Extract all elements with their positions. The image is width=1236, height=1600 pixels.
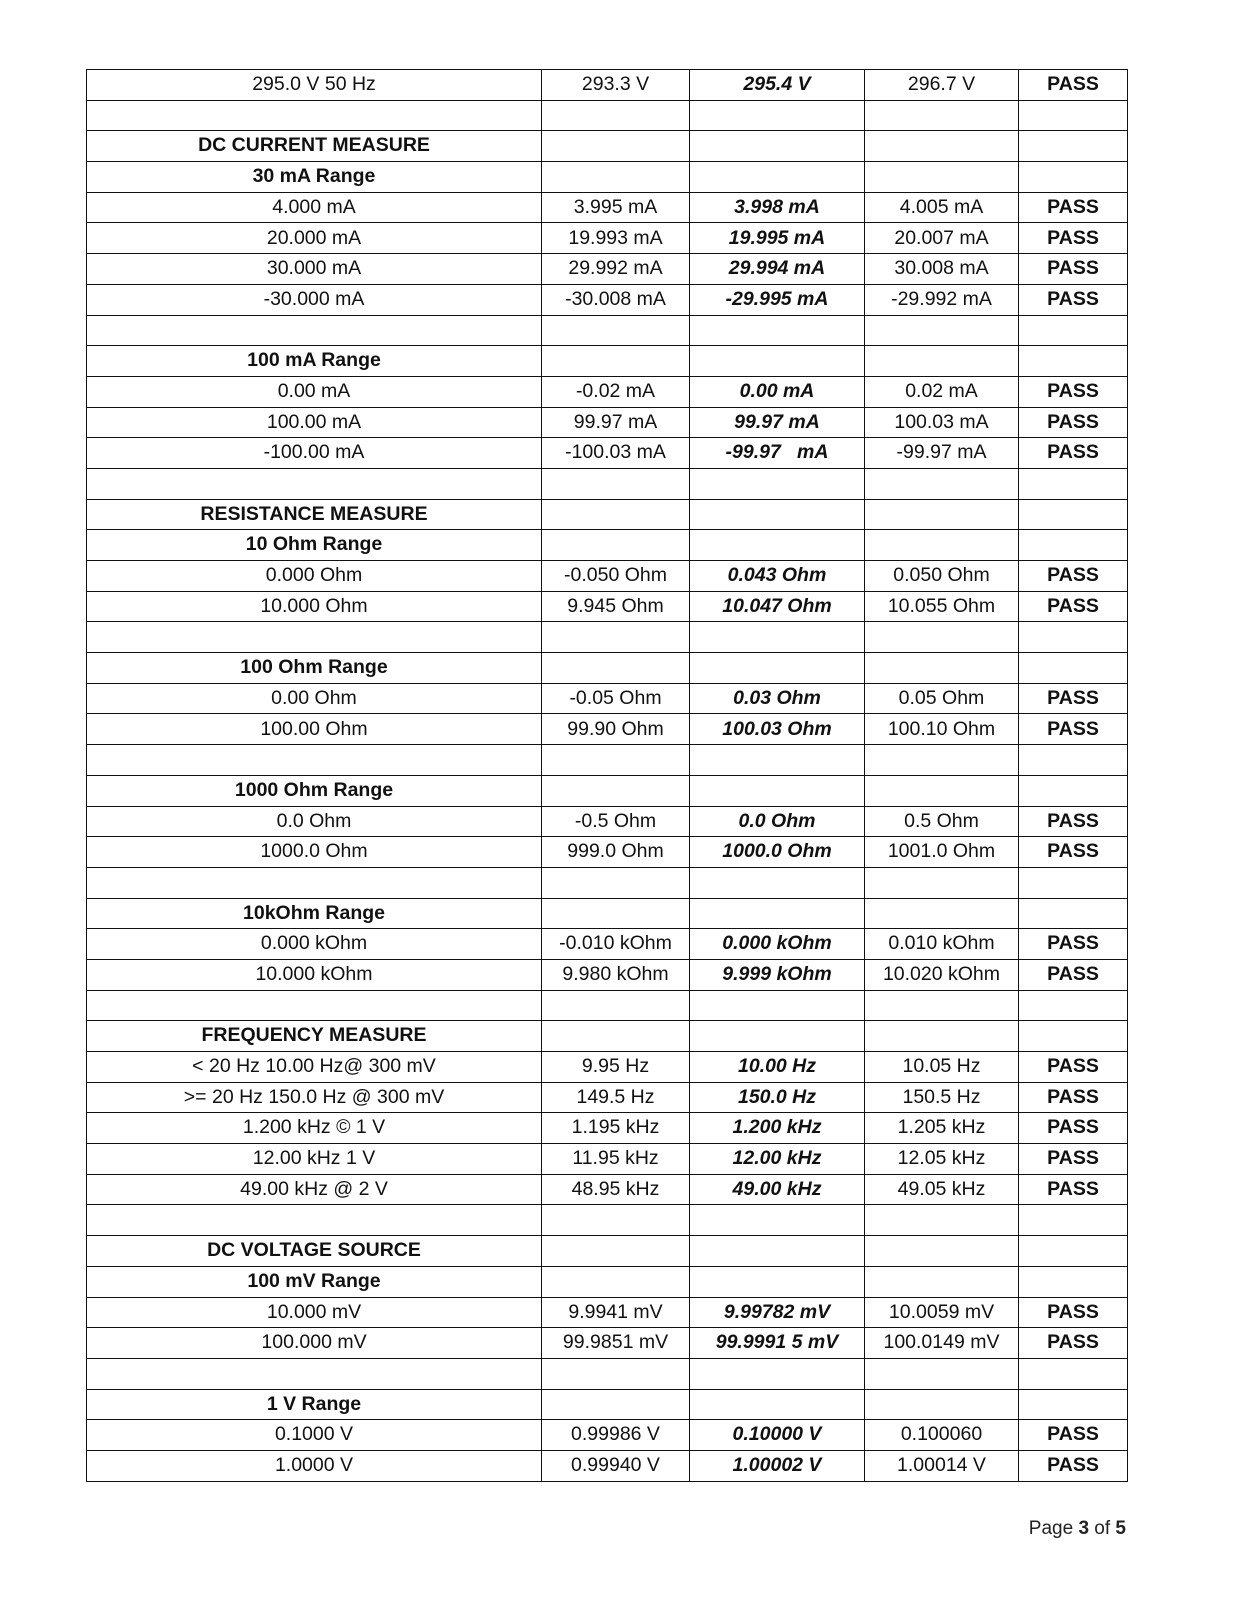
empty-cell [1019, 775, 1128, 806]
table-row [87, 407, 1128, 438]
nominal-cell: 12.00 kHz 1 V [87, 1144, 542, 1175]
table-row [87, 714, 1128, 745]
empty-cell [865, 1205, 1019, 1236]
empty-cell [690, 1236, 865, 1267]
empty-cell [542, 653, 690, 684]
nominal-cell: 0.0 Ohm [87, 806, 542, 837]
empty-cell [865, 468, 1019, 499]
table-row [87, 683, 1128, 714]
empty-cell [542, 1021, 690, 1052]
measured-value-cell: 295.4 V [690, 70, 865, 101]
empty-cell [1019, 315, 1128, 346]
empty-cell [690, 1205, 865, 1236]
measured-value-cell: 19.995 mA [690, 223, 865, 254]
range-title: 100 Ohm Range [87, 653, 542, 684]
table-row [87, 70, 1128, 101]
empty-cell [87, 468, 542, 499]
nominal-cell: 0.00 mA [87, 376, 542, 407]
empty-cell [690, 898, 865, 929]
result-cell: PASS [1019, 438, 1128, 469]
measured-value-cell: 150.0 Hz [690, 1082, 865, 1113]
low-limit-cell: 149.5 Hz [542, 1082, 690, 1113]
measured-value-cell: 29.994 mA [690, 254, 865, 285]
blank-row [87, 315, 1128, 346]
nominal-cell: -30.000 mA [87, 284, 542, 315]
measured-value-cell: 0.03 Ohm [690, 683, 865, 714]
empty-cell [1019, 1358, 1128, 1389]
empty-cell [865, 745, 1019, 776]
measured-value-cell: 9.999 kOhm [690, 959, 865, 990]
section-header-row [87, 1236, 1128, 1267]
result-cell: PASS [1019, 837, 1128, 868]
empty-cell [865, 1389, 1019, 1420]
low-limit-cell: 99.9851 mV [542, 1328, 690, 1359]
high-limit-cell: 12.05 kHz [865, 1144, 1019, 1175]
nominal-cell: < 20 Hz 10.00 Hz@ 300 mV [87, 1052, 542, 1083]
measured-value-cell: 3.998 mA [690, 192, 865, 223]
table-row [87, 1420, 1128, 1451]
section-header-row [87, 499, 1128, 530]
empty-cell [1019, 162, 1128, 193]
result-cell: PASS [1019, 714, 1128, 745]
empty-cell [865, 1236, 1019, 1267]
range-title: 10kOhm Range [87, 898, 542, 929]
range-title: 1000 Ohm Range [87, 775, 542, 806]
measured-value-cell: 1000.0 Ohm [690, 837, 865, 868]
table-row [87, 223, 1128, 254]
low-limit-cell: 99.90 Ohm [542, 714, 690, 745]
nominal-cell: 295.0 V 50 Hz [87, 70, 542, 101]
range-header-row [87, 775, 1128, 806]
empty-cell [690, 131, 865, 162]
high-limit-cell: 1.205 kHz [865, 1113, 1019, 1144]
table-row [87, 1144, 1128, 1175]
empty-cell [1019, 100, 1128, 131]
range-header-row [87, 1266, 1128, 1297]
low-limit-cell: 0.99986 V [542, 1420, 690, 1451]
low-limit-cell: -0.02 mA [542, 376, 690, 407]
measured-value-cell: 0.10000 V [690, 1420, 865, 1451]
nominal-cell: 0.00 Ohm [87, 683, 542, 714]
nominal-cell: 20.000 mA [87, 223, 542, 254]
page-current: 3 [1078, 1518, 1090, 1539]
empty-cell [87, 315, 542, 346]
section-title: FREQUENCY MEASURE [87, 1021, 542, 1052]
measured-value-cell: 0.000 kOhm [690, 929, 865, 960]
empty-cell [1019, 1205, 1128, 1236]
empty-cell [1019, 468, 1128, 499]
empty-cell [542, 990, 690, 1021]
empty-cell [87, 867, 542, 898]
empty-cell [1019, 653, 1128, 684]
measured-value-cell: 1.200 kHz [690, 1113, 865, 1144]
empty-cell [865, 990, 1019, 1021]
empty-cell [542, 1205, 690, 1236]
nominal-cell: 1.200 kHz © 1 V [87, 1113, 542, 1144]
range-title: 1 V Range [87, 1389, 542, 1420]
table-row [87, 254, 1128, 285]
measured-value-cell: 0.043 Ohm [690, 561, 865, 592]
empty-cell [690, 499, 865, 530]
empty-cell [865, 346, 1019, 377]
empty-cell [690, 1021, 865, 1052]
empty-cell [690, 775, 865, 806]
low-limit-cell: 48.95 kHz [542, 1174, 690, 1205]
table-row [87, 1052, 1128, 1083]
measured-value-cell: 1.00002 V [690, 1450, 865, 1481]
result-cell: PASS [1019, 959, 1128, 990]
range-title: 10 Ohm Range [87, 530, 542, 561]
low-limit-cell: 19.993 mA [542, 223, 690, 254]
result-cell: PASS [1019, 1420, 1128, 1451]
blank-row [87, 867, 1128, 898]
result-cell: PASS [1019, 254, 1128, 285]
empty-cell [1019, 1236, 1128, 1267]
empty-cell [542, 1389, 690, 1420]
table-row [87, 438, 1128, 469]
high-limit-cell: 0.100060 [865, 1420, 1019, 1451]
high-limit-cell: 30.008 mA [865, 254, 1019, 285]
empty-cell [1019, 499, 1128, 530]
nominal-cell: 1.0000 V [87, 1450, 542, 1481]
high-limit-cell: 49.05 kHz [865, 1174, 1019, 1205]
low-limit-cell: 9.980 kOhm [542, 959, 690, 990]
high-limit-cell: 100.0149 mV [865, 1328, 1019, 1359]
table-row [87, 192, 1128, 223]
result-cell: PASS [1019, 806, 1128, 837]
high-limit-cell: 0.5 Ohm [865, 806, 1019, 837]
measured-value-cell: 10.00 Hz [690, 1052, 865, 1083]
result-cell: PASS [1019, 929, 1128, 960]
low-limit-cell: -100.03 mA [542, 438, 690, 469]
high-limit-cell: 150.5 Hz [865, 1082, 1019, 1113]
result-cell: PASS [1019, 1450, 1128, 1481]
high-limit-cell: 10.0059 mV [865, 1297, 1019, 1328]
result-cell: PASS [1019, 1113, 1128, 1144]
empty-cell [542, 1358, 690, 1389]
empty-cell [690, 100, 865, 131]
measured-value-cell: 99.9991 5 mV [690, 1328, 865, 1359]
nominal-cell: 0.000 kOhm [87, 929, 542, 960]
high-limit-cell: 100.10 Ohm [865, 714, 1019, 745]
high-limit-cell: 20.007 mA [865, 223, 1019, 254]
high-limit-cell: -99.97 mA [865, 438, 1019, 469]
measured-value-cell: -99.97 mA [690, 438, 865, 469]
empty-cell [690, 162, 865, 193]
measured-value-cell: -29.995 mA [690, 284, 865, 315]
empty-cell [1019, 745, 1128, 776]
section-title: DC CURRENT MEASURE [87, 131, 542, 162]
empty-cell [865, 1021, 1019, 1052]
empty-cell [542, 100, 690, 131]
empty-cell [690, 1266, 865, 1297]
low-limit-cell: 293.3 V [542, 70, 690, 101]
nominal-cell: 30.000 mA [87, 254, 542, 285]
table-row [87, 561, 1128, 592]
empty-cell [865, 1266, 1019, 1297]
blank-row [87, 100, 1128, 131]
table-row [87, 1082, 1128, 1113]
empty-cell [1019, 1266, 1128, 1297]
table-body [87, 70, 1128, 1482]
low-limit-cell: 999.0 Ohm [542, 837, 690, 868]
empty-cell [1019, 530, 1128, 561]
measured-value-cell: 10.047 Ohm [690, 591, 865, 622]
high-limit-cell: -29.992 mA [865, 284, 1019, 315]
empty-cell [690, 1358, 865, 1389]
empty-cell [542, 346, 690, 377]
calibration-results-table [86, 69, 1128, 1482]
low-limit-cell: -0.050 Ohm [542, 561, 690, 592]
empty-cell [865, 315, 1019, 346]
empty-cell [865, 867, 1019, 898]
empty-cell [542, 162, 690, 193]
nominal-cell: 4.000 mA [87, 192, 542, 223]
measured-value-cell: 100.03 Ohm [690, 714, 865, 745]
empty-cell [542, 468, 690, 499]
table-row [87, 376, 1128, 407]
result-cell: PASS [1019, 683, 1128, 714]
result-cell: PASS [1019, 407, 1128, 438]
empty-cell [542, 622, 690, 653]
blank-row [87, 745, 1128, 776]
high-limit-cell: 10.055 Ohm [865, 591, 1019, 622]
nominal-cell: 10.000 kOhm [87, 959, 542, 990]
low-limit-cell: 3.995 mA [542, 192, 690, 223]
nominal-cell: >= 20 Hz 150.0 Hz @ 300 mV [87, 1082, 542, 1113]
empty-cell [690, 315, 865, 346]
low-limit-cell: 99.97 mA [542, 407, 690, 438]
table-row [87, 806, 1128, 837]
empty-cell [690, 346, 865, 377]
low-limit-cell: -0.5 Ohm [542, 806, 690, 837]
empty-cell [690, 990, 865, 1021]
blank-row [87, 622, 1128, 653]
empty-cell [690, 1389, 865, 1420]
low-limit-cell: 29.992 mA [542, 254, 690, 285]
high-limit-cell: 4.005 mA [865, 192, 1019, 223]
nominal-cell: 10.000 Ohm [87, 591, 542, 622]
nominal-cell: 100.000 mV [87, 1328, 542, 1359]
range-header-row [87, 898, 1128, 929]
page-middle: of [1089, 1518, 1116, 1539]
result-cell: PASS [1019, 70, 1128, 101]
range-header-row [87, 530, 1128, 561]
measured-value-cell: 0.00 mA [690, 376, 865, 407]
table-row [87, 959, 1128, 990]
range-header-row [87, 1389, 1128, 1420]
empty-cell [542, 775, 690, 806]
empty-cell [542, 1266, 690, 1297]
range-header-row [87, 346, 1128, 377]
empty-cell [87, 1205, 542, 1236]
empty-cell [690, 468, 865, 499]
empty-cell [1019, 1021, 1128, 1052]
result-cell: PASS [1019, 376, 1128, 407]
table-row [87, 1297, 1128, 1328]
page-number [1029, 1518, 1126, 1540]
empty-cell [87, 622, 542, 653]
empty-cell [542, 131, 690, 162]
nominal-cell: 100.00 mA [87, 407, 542, 438]
blank-row [87, 1358, 1128, 1389]
measured-value-cell: 12.00 kHz [690, 1144, 865, 1175]
high-limit-cell: 0.050 Ohm [865, 561, 1019, 592]
high-limit-cell: 0.02 mA [865, 376, 1019, 407]
nominal-cell: 49.00 kHz @ 2 V [87, 1174, 542, 1205]
table-row [87, 837, 1128, 868]
empty-cell [690, 530, 865, 561]
result-cell: PASS [1019, 192, 1128, 223]
empty-cell [87, 100, 542, 131]
empty-cell [542, 1236, 690, 1267]
empty-cell [542, 898, 690, 929]
empty-cell [1019, 867, 1128, 898]
high-limit-cell: 1001.0 Ohm [865, 837, 1019, 868]
blank-row [87, 468, 1128, 499]
empty-cell [865, 622, 1019, 653]
empty-cell [542, 499, 690, 530]
empty-cell [690, 622, 865, 653]
high-limit-cell: 0.010 kOhm [865, 929, 1019, 960]
result-cell: PASS [1019, 1052, 1128, 1083]
empty-cell [1019, 898, 1128, 929]
empty-cell [1019, 131, 1128, 162]
empty-cell [865, 530, 1019, 561]
section-header-row [87, 131, 1128, 162]
empty-cell [690, 867, 865, 898]
nominal-cell: 0.1000 V [87, 1420, 542, 1451]
range-header-row [87, 653, 1128, 684]
empty-cell [542, 745, 690, 776]
low-limit-cell: -30.008 mA [542, 284, 690, 315]
low-limit-cell: 9.95 Hz [542, 1052, 690, 1083]
result-cell: PASS [1019, 1144, 1128, 1175]
empty-cell [87, 745, 542, 776]
result-cell: PASS [1019, 223, 1128, 254]
empty-cell [865, 775, 1019, 806]
empty-cell [690, 653, 865, 684]
measured-value-cell: 99.97 mA [690, 407, 865, 438]
result-cell: PASS [1019, 1328, 1128, 1359]
high-limit-cell: 0.05 Ohm [865, 683, 1019, 714]
range-title: 30 mA Range [87, 162, 542, 193]
empty-cell [865, 499, 1019, 530]
nominal-cell: 100.00 Ohm [87, 714, 542, 745]
result-cell: PASS [1019, 591, 1128, 622]
high-limit-cell: 100.03 mA [865, 407, 1019, 438]
section-title: RESISTANCE MEASURE [87, 499, 542, 530]
table-row [87, 1174, 1128, 1205]
empty-cell [865, 1358, 1019, 1389]
high-limit-cell: 1.00014 V [865, 1450, 1019, 1481]
page-total: 5 [1115, 1518, 1126, 1539]
empty-cell [865, 162, 1019, 193]
measured-value-cell: 0.0 Ohm [690, 806, 865, 837]
result-cell: PASS [1019, 561, 1128, 592]
table-row [87, 1328, 1128, 1359]
nominal-cell: 0.000 Ohm [87, 561, 542, 592]
empty-cell [1019, 622, 1128, 653]
table-row [87, 284, 1128, 315]
measured-value-cell: 49.00 kHz [690, 1174, 865, 1205]
low-limit-cell: -0.05 Ohm [542, 683, 690, 714]
empty-cell [1019, 990, 1128, 1021]
empty-cell [87, 1358, 542, 1389]
result-cell: PASS [1019, 284, 1128, 315]
empty-cell [865, 100, 1019, 131]
nominal-cell: 1000.0 Ohm [87, 837, 542, 868]
measured-value-cell: 9.99782 mV [690, 1297, 865, 1328]
section-header-row [87, 1021, 1128, 1052]
empty-cell [542, 315, 690, 346]
low-limit-cell: 9.9941 mV [542, 1297, 690, 1328]
empty-cell [87, 990, 542, 1021]
range-header-row [87, 162, 1128, 193]
table-row [87, 591, 1128, 622]
empty-cell [1019, 346, 1128, 377]
high-limit-cell: 10.05 Hz [865, 1052, 1019, 1083]
empty-cell [865, 898, 1019, 929]
range-title: 100 mV Range [87, 1266, 542, 1297]
empty-cell [690, 745, 865, 776]
nominal-cell: -100.00 mA [87, 438, 542, 469]
high-limit-cell: 10.020 kOhm [865, 959, 1019, 990]
low-limit-cell: 9.945 Ohm [542, 591, 690, 622]
table-row [87, 929, 1128, 960]
empty-cell [865, 653, 1019, 684]
empty-cell [542, 530, 690, 561]
result-cell: PASS [1019, 1174, 1128, 1205]
empty-cell [1019, 1389, 1128, 1420]
nominal-cell: 10.000 mV [87, 1297, 542, 1328]
section-title: DC VOLTAGE SOURCE [87, 1236, 542, 1267]
low-limit-cell: 1.195 kHz [542, 1113, 690, 1144]
high-limit-cell: 296.7 V [865, 70, 1019, 101]
blank-row [87, 1205, 1128, 1236]
empty-cell [542, 867, 690, 898]
table-row [87, 1450, 1128, 1481]
page-prefix: Page [1028, 1518, 1079, 1539]
low-limit-cell: 0.99940 V [542, 1450, 690, 1481]
result-cell: PASS [1019, 1082, 1128, 1113]
blank-row [87, 990, 1128, 1021]
range-title: 100 mA Range [87, 346, 542, 377]
low-limit-cell: -0.010 kOhm [542, 929, 690, 960]
empty-cell [865, 131, 1019, 162]
table-row [87, 1113, 1128, 1144]
low-limit-cell: 11.95 kHz [542, 1144, 690, 1175]
result-cell: PASS [1019, 1297, 1128, 1328]
